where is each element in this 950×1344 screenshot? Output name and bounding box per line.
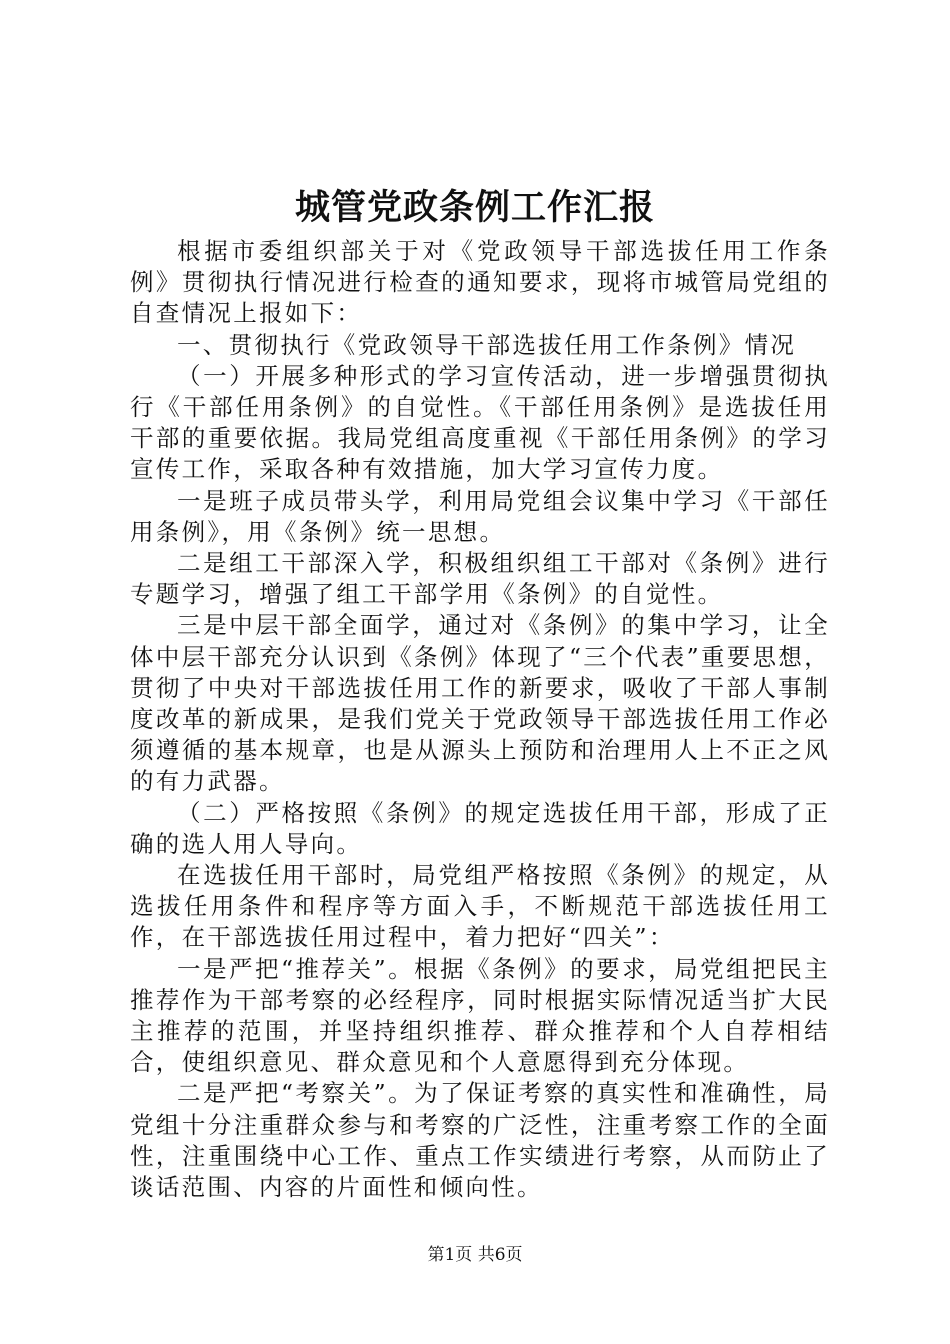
paragraph: 二是严把“考察关”。为了保证考察的真实性和准确性，局党组十分注重群众参与和考察的广泛性，注重考察工作的全面性，注重围绕中心工作、重点工作实绩进行考察，从而防止了谈话范围、内容的片面性和倾向性。 bbox=[130, 1079, 830, 1202]
paragraph: 在选拔任用干部时，局党组严格按照《条例》的规定，从选拔任用条件和程序等方面入手，不断规范干部选拔任用工作，在干部选拔任用过程中，着力把好“四关”： bbox=[130, 861, 830, 952]
document-title: 城管党政条例工作汇报 bbox=[294, 187, 655, 228]
section-heading: 一、贯彻执行《党政领导干部选拔任用工作条例》情况 bbox=[177, 330, 797, 359]
paragraph: 二是组工干部深入学，积极组织组工干部对《条例》进行专题学习，增强了组工干部学用《条例》的自觉性。 bbox=[130, 549, 830, 609]
paragraph: 根据市委组织部关于对《党政领导干部选拔任用工作条例》贯彻执行情况进行检查的通知要求，现将市城管局党组的自查情况上报如下： bbox=[130, 237, 830, 328]
document-body bbox=[130, 236, 830, 1203]
paragraph: 三是中层干部全面学，通过对《条例》的集中学习，让全体中层干部充分认识到《条例》体现了“三个代表”重要思想，贯彻了中央对干部选拔任用工作的新要求，吸收了干部人事制度改革的新成果，是我们党关于党政领导干部选拔任用工作必须遵循的基本规章，也是从源头上预防和治理用人上不正之风的有力武器。 bbox=[130, 611, 830, 796]
page-number-footer: 第1页 共6页 bbox=[427, 1245, 523, 1265]
paragraph: （二）严格按照《条例》的规定选拔任用干部，形成了正确的选人用人导向。 bbox=[130, 798, 830, 858]
paragraph: （一）开展多种形式的学习宣传活动，进一步增强贯彻执行《干部任用条例》的自觉性。《干部任用条例》是选拔任用干部的重要依据。我局党组高度重视《干部任用条例》的学习宣传工作，采取各种有效措施，加大学习宣传力度。 bbox=[130, 361, 830, 484]
paragraph: 一是班子成员带头学，利用局党组会议集中学习《干部任用条例》，用《条例》统一思想。 bbox=[130, 486, 830, 546]
paragraph: 一是严把“推荐关”。根据《条例》的要求，局党组把民主推荐作为干部考察的必经程序，同时根据实际情况适当扩大民主推荐的范围，并坚持组织推荐、群众推荐和个人自荐相结合，使组织意见、群众意见和个人意愿得到充分体现。 bbox=[130, 954, 830, 1077]
